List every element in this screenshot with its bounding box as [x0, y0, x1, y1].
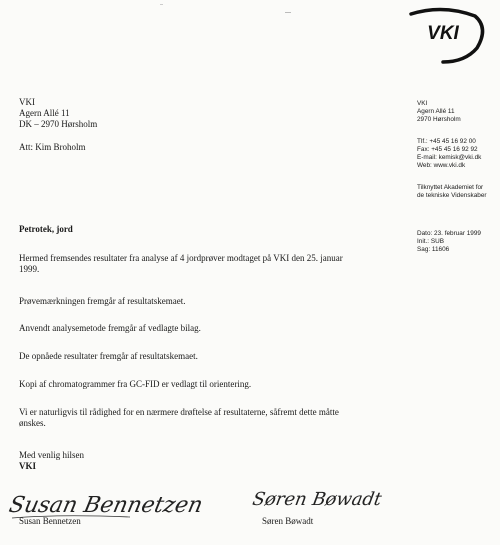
- affiliation-line-1: Tilknyttet Akademiet for: [417, 184, 484, 191]
- closing-org: VKI: [19, 461, 37, 471]
- signature-handwriting: Søren Bøwadt: [250, 489, 384, 510]
- letter-initials: Init.: SUB: [417, 238, 444, 245]
- sender-street: Agern Allé 11: [417, 108, 455, 115]
- sender-fax: Fax: +45 45 16 92 92: [417, 146, 478, 153]
- recipient-address: [19, 97, 97, 130]
- paragraph-6: [19, 407, 339, 429]
- paragraph-5: Kopi af chromatogrammer fra GC-FID er vedlagt til orientering.: [19, 379, 252, 389]
- closing: [19, 450, 84, 472]
- sender-tel: Tlf.: +45 45 16 92 00: [417, 138, 476, 145]
- paragraph-1-line-2: 1999.: [19, 264, 40, 274]
- letter-meta: [417, 230, 481, 254]
- paragraph-2: Prøvemærkningen fremgår af resultatskemaet.: [19, 296, 186, 306]
- vki-logo: [403, 6, 483, 64]
- recipient-att: Att: Kim Broholm: [19, 142, 86, 152]
- paragraph-3: Anvendt analysemetode fremgår af vedlagte bilag.: [19, 323, 201, 333]
- signature-soren-bowadt: [250, 481, 400, 519]
- signature-handwriting: Susan Bennetzen: [6, 492, 206, 518]
- vki-logo-text: VKI: [427, 23, 459, 44]
- vki-logo-swoosh: [403, 6, 483, 64]
- recipient-street: Agern Allé 11: [19, 108, 70, 118]
- paragraph-6-line-1: Vi er naturligvis til rådighed for en nærmere drøftelse af resultaterne, såfremt dette måtte: [19, 407, 339, 417]
- recipient-city: DK – 2970 Hørsholm: [19, 119, 98, 129]
- sender-affiliation: [417, 184, 487, 200]
- paragraph-4: De opnåede resultater fremgår af resultatskemaet.: [19, 351, 198, 361]
- closing-greeting: Med venlig hilsen: [19, 450, 84, 460]
- letter-date: Dato: 23. februar 1999: [417, 230, 481, 237]
- sender-org: VKI: [417, 100, 428, 107]
- signatory-name-1: Susan Bennetzen: [19, 516, 81, 526]
- sender-web: Web: www.vki.dk: [417, 162, 466, 169]
- sender-address: [417, 100, 461, 124]
- affiliation-line-2: de tekniske Videnskaber: [417, 192, 487, 199]
- scan-mark: [160, 4, 163, 5]
- scan-mark: [285, 12, 291, 13]
- signatory-name-2: Søren Bøwadt: [262, 516, 314, 526]
- letter-subject: Petrotek, jord: [19, 224, 73, 234]
- sender-contact: [417, 138, 481, 170]
- paragraph-6-line-2: ønskes.: [19, 418, 46, 428]
- paragraph-1-line-1: Hermed fremsendes resultater fra analyse af 4 jordprøver modtaget på VKI den 25. januar: [19, 253, 343, 263]
- sender-city: 2970 Hørsholm: [417, 116, 461, 123]
- recipient-org: VKI: [19, 97, 35, 107]
- sender-email: E-mail: kemisk@vki.dk: [417, 154, 482, 161]
- letter-case-number: Sag: 11606: [417, 246, 450, 253]
- paragraph-1: [19, 253, 343, 275]
